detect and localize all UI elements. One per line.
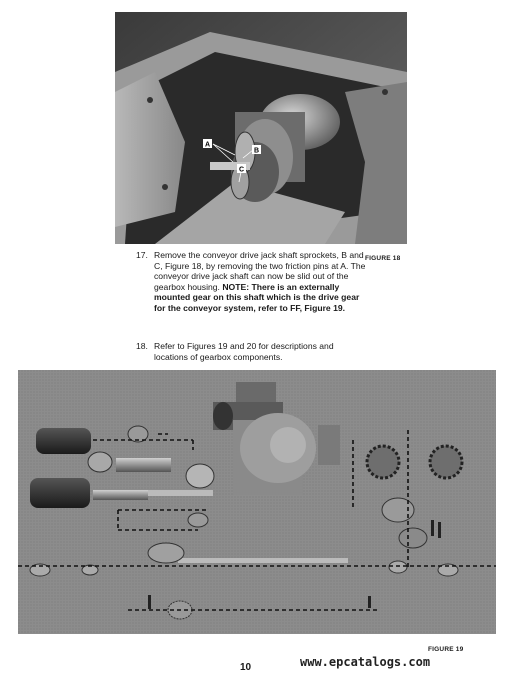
callout-c: C: [238, 166, 245, 174]
step-17: [136, 250, 368, 314]
callout-b: B: [253, 147, 260, 155]
step-text: [154, 250, 368, 314]
watermark-text: www.epcatalogs.com: [300, 655, 431, 669]
figure-18-label: FIGURE 18: [365, 255, 401, 262]
figure-18-photo: [115, 12, 407, 244]
step-text: Refer to Figures 19 and 20 for descriptions and locations of gearbox components.: [154, 341, 334, 362]
step-text-plain: Remove the conveyor drive jack shaft sprockets, B and C, Figure 18, by removing the two friction pins at A. The conveyor drive jack shaft can now be slid out of the gearbox housing.: [154, 250, 366, 292]
step-number: 17.: [136, 250, 148, 260]
callout-a: A: [204, 141, 211, 149]
page-number: 10: [240, 662, 252, 673]
figure-19-photo: [18, 370, 496, 634]
step-note: NOTE: There is an externally mounted gear on this shaft which is the drive gear for the conveyor system, refer to FF, Figure 19.: [154, 281, 360, 313]
step-18: [136, 341, 368, 362]
step-number: 18.: [136, 341, 148, 351]
figure-19-label: FIGURE 19: [428, 646, 464, 653]
